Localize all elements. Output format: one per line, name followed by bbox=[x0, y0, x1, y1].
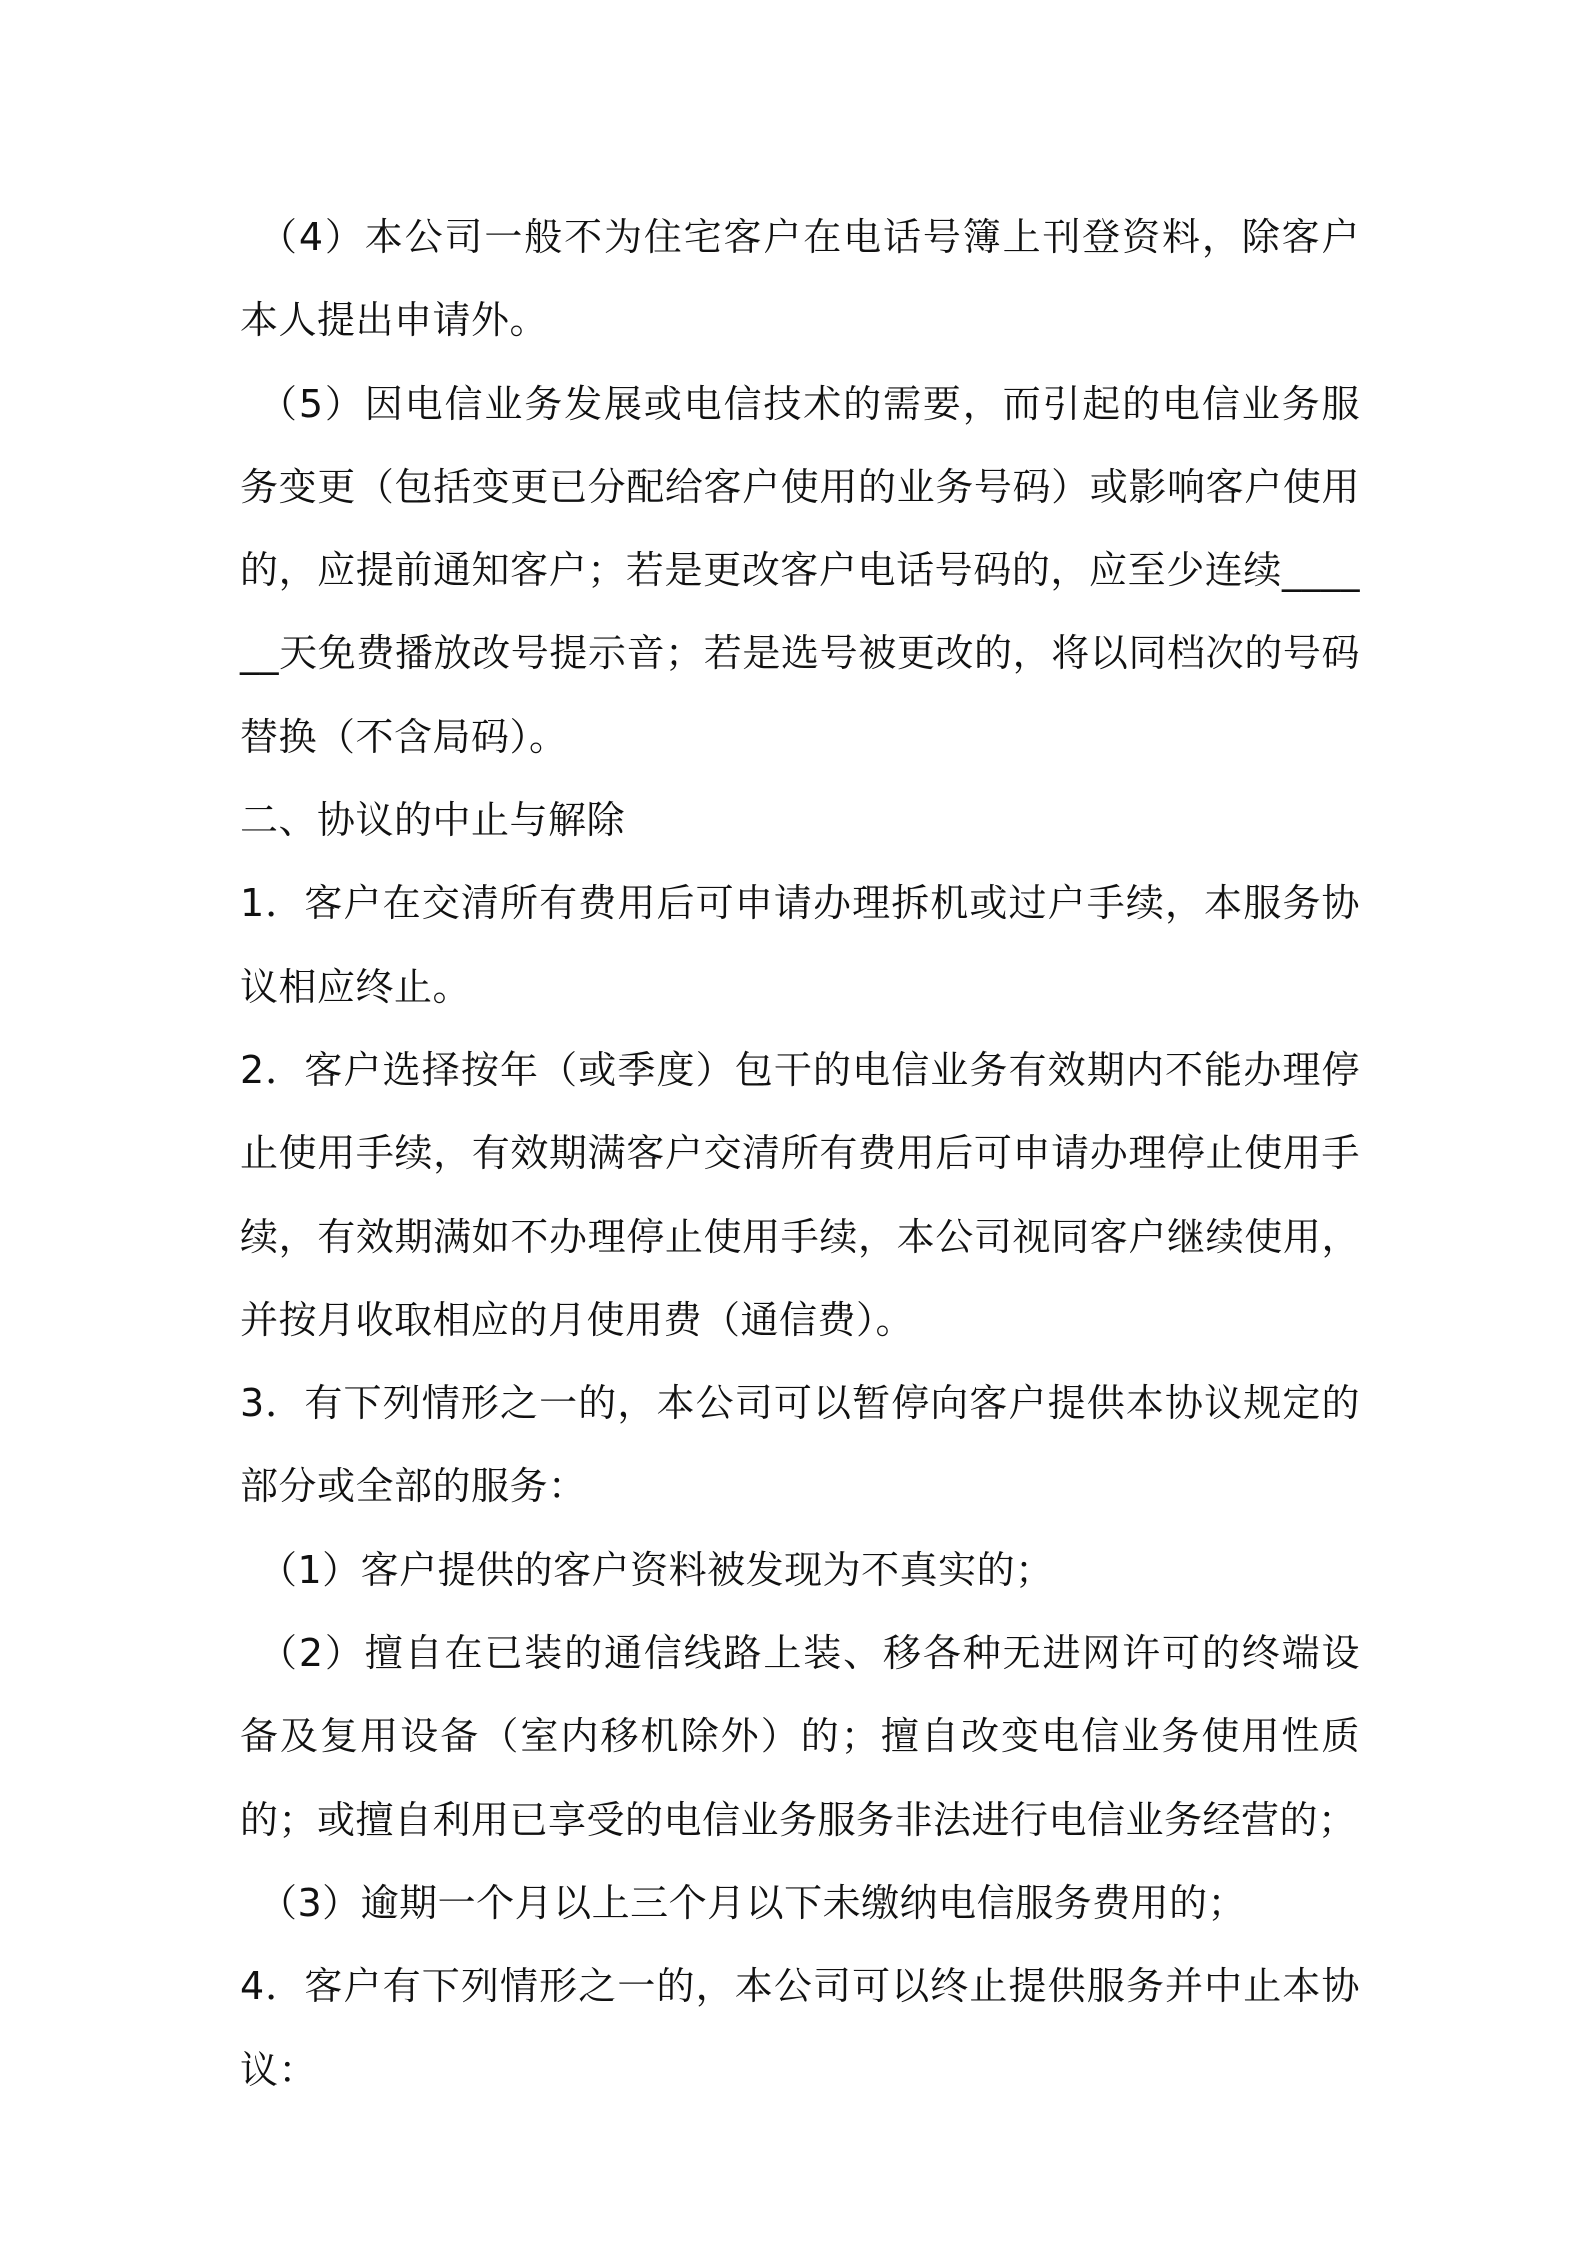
paragraph-item-4-phonebook: （4）本公司一般不为住宅客户在电话号簿上刊登资料，除客户本人提出申请外。 bbox=[240, 215, 1360, 343]
paragraph-clause-3-item-1: （1）客户提供的客户资料被发现为不真实的； bbox=[259, 1547, 1054, 1592]
section-heading-termination: 二、协议的中止与解除 bbox=[240, 798, 626, 843]
paragraph-clause-2: 2．客户选择按年（或季度）包干的电信业务有效期内不能办理停止使用手续，有效期满客户交清所有费用后可申请办理停止使用手续，有效期满如不办理停止使用手续，本公司视同客户继续使用，并按月收取相应的月使用费（通信费）。 bbox=[240, 1047, 1360, 1342]
paragraph-clause-3: 3．有下列情形之一的，本公司可以暂停向客户提供本协议规定的部分或全部的服务： bbox=[240, 1381, 1360, 1509]
paragraph-item-5-service-change: （5）因电信业务发展或电信技术的需要，而引起的电信业务服务变更（包括变更已分配给客户使用的业务号码）或影响客户使用的，应提前通知客户；若是更改客户电话号码的，应至少连续______天免费播放改号提示音；若是选号被更改的，将以同档次的号码替换（不含局码）。 bbox=[240, 381, 1360, 759]
paragraph-clause-4: 4．客户有下列情形之一的，本公司可以终止提供服务并中止本协议： bbox=[240, 1964, 1360, 2092]
paragraph-clause-3-item-2: （2）擅自在已装的通信线路上装、移各种无进网许可的终端设备及复用设备（室内移机除外）的；擅自改变电信业务使用性质的；或擅自利用已享受的电信业务服务非法进行电信业务经营的； bbox=[240, 1631, 1360, 1842]
document-body bbox=[240, 196, 1360, 2112]
paragraph-clause-3-item-3: （3）逾期一个月以上三个月以下未缴纳电信服务费用的； bbox=[259, 1880, 1247, 1925]
paragraph-clause-1: 1．客户在交清所有费用后可申请办理拆机或过户手续，本服务协议相应终止。 bbox=[240, 881, 1360, 1009]
